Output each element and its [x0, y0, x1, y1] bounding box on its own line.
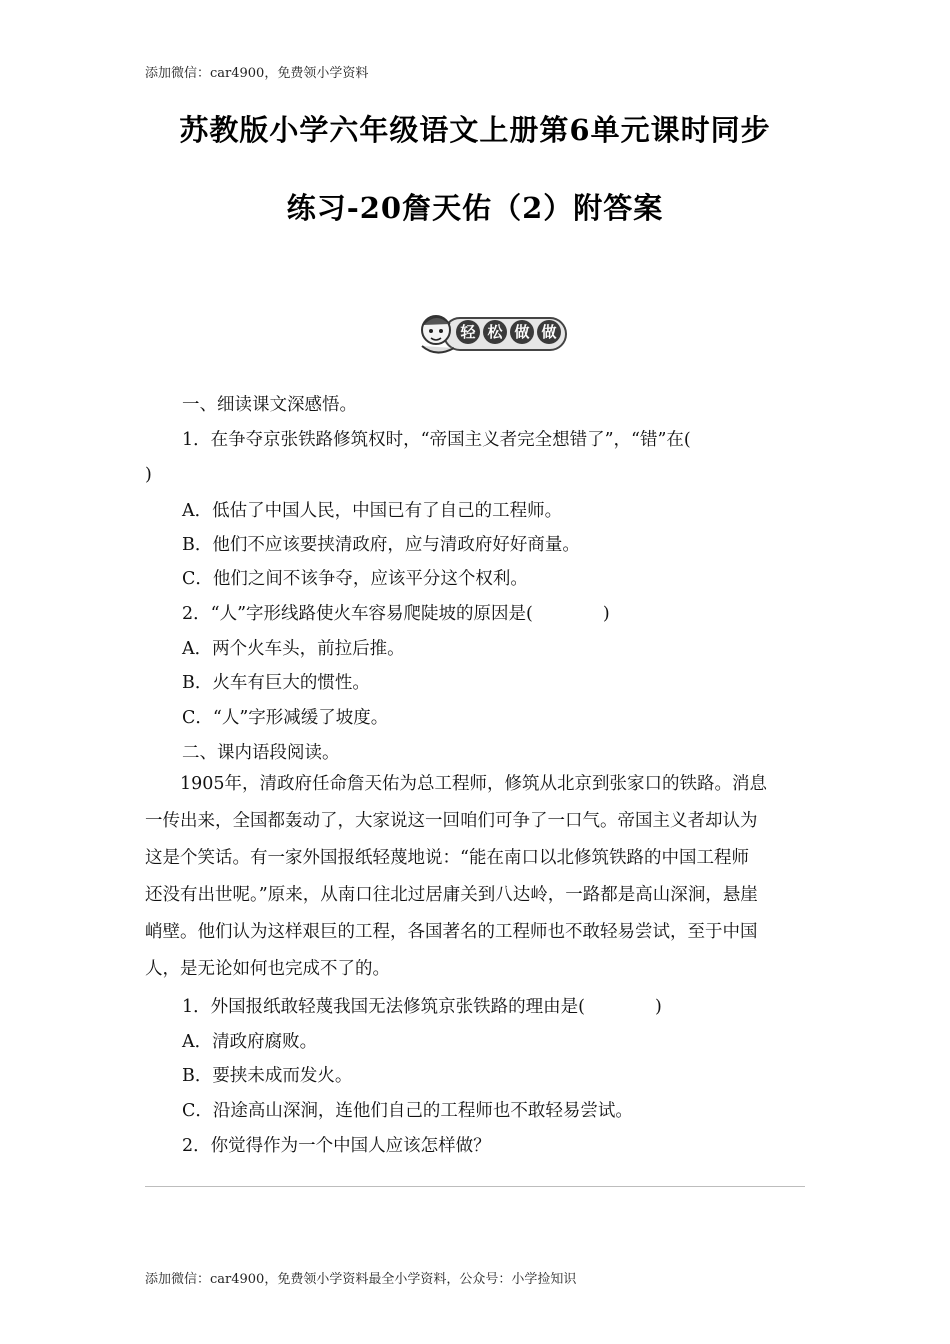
question-stem: 1．外国报纸敢轻蔑我国无法修筑京张铁路的理由是( ): [182, 997, 662, 1017]
option-c: C．“人”字形减缓了坡度。: [182, 708, 389, 728]
passage-line: 峭壁。他们认为这样艰巨的工程，各国著名的工程师也不敢轻易尝试，至于中国: [145, 922, 758, 942]
badge-char: 做: [537, 320, 561, 344]
question-stem: 1．在争夺京张铁路修筑权时，“帝国主义者完全想错了”，“错”在(: [182, 430, 691, 450]
footer-note: 添加微信：car4900，免费领小学资料最全小学资料，公众号：小学捡知识: [145, 1272, 577, 1287]
passage-line: 1905年，清政府任命詹天佑为总工程师，修筑从北京到张家口的铁路。消息: [145, 774, 768, 794]
question-stem-cont: ): [145, 465, 152, 485]
easy-practice-badge: [414, 308, 570, 360]
reading-passage: [145, 766, 807, 988]
option-a: A．低估了中国人民，中国已有了自己的工程师。: [182, 501, 563, 521]
option-b: B．他们不应该要挟清政府，应与清政府好好商量。: [182, 535, 580, 555]
badge-char: 松: [483, 320, 507, 344]
badge-char: 轻: [456, 320, 480, 344]
passage-line: 这是个笑话。有一家外国报纸轻蔑地说：“能在南口以北修筑铁路的中国工程师: [145, 848, 749, 868]
option-b: B．要挟未成而发火。: [182, 1066, 353, 1086]
option-b: B．火车有巨大的惯性。: [182, 673, 370, 693]
badge-char: 做: [510, 320, 534, 344]
badge-label: [456, 320, 561, 344]
question-stem: 2．你觉得作为一个中国人应该怎样做？: [182, 1136, 491, 1156]
option-c: C．他们之间不该争夺，应该平分这个权利。: [182, 569, 528, 589]
passage-line: 人，是无论如何也完成不了的。: [145, 959, 390, 979]
section1-heading: 一、细读课文深感悟。: [182, 395, 357, 415]
option-a: A．两个火车头，前拉后推。: [182, 639, 405, 659]
option-a: A．清政府腐败。: [182, 1032, 318, 1052]
passage-line: 还没有出世呢。”原来，从南口往北过居庸关到八达岭，一路都是高山深涧，悬崖: [145, 885, 758, 905]
section2-heading: 二、课内语段阅读。: [182, 743, 340, 763]
question-stem: 2．“人”字形线路使火车容易爬陡坡的原因是( ): [182, 604, 610, 624]
header-note: 添加微信：car4900，免费领小学资料: [145, 66, 369, 81]
option-c: C．沿途高山深涧，连他们自己的工程师也不敢轻易尝试。: [182, 1101, 633, 1121]
footer-divider: [145, 1186, 805, 1187]
page-title-line2: 练习-20詹天佑（2）附答案: [286, 191, 664, 225]
passage-line: 一传出来，全国都轰动了，大家说这一回咱们可争了一口气。帝国主义者却认为: [145, 811, 758, 831]
page-title-line1: 苏教版小学六年级语文上册第6单元课时同步: [179, 113, 771, 147]
